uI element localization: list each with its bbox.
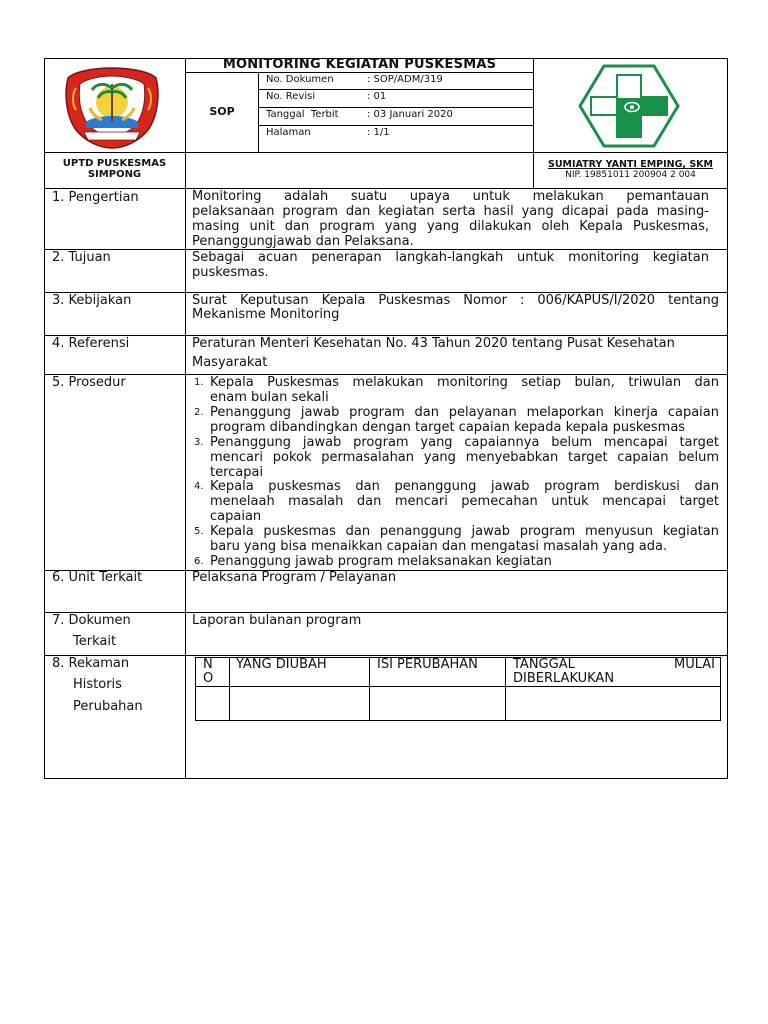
pengertian-line-2: pelaksanaan program dan kegiatan serta hasil yang dicapai pada masing- xyxy=(192,205,709,218)
history-col-line-0 xyxy=(195,657,196,721)
pengertian-line-1: Monitoring adalah suatu upaya untuk melakukan pemantauan xyxy=(192,190,709,203)
row-divider-7 xyxy=(44,612,728,613)
sop-label: SOP xyxy=(209,105,235,118)
prosedur-2-line-1: Penanggung jawab program dan pelayanan melaporkan kinerja capaian xyxy=(210,406,719,419)
prosedur-1-line-2: enam bulan sekali xyxy=(210,390,329,405)
meta-key-tanggal-terbit: Tanggal Terbit xyxy=(266,109,339,120)
kebijakan-line-1: Surat Keputusan Kepala Puskesmas Nomor : 006/KAPUS/I/2020 tentang xyxy=(192,294,719,307)
section-label-kebijakan: 3. Kebijakan xyxy=(52,293,132,308)
document-title: MONITORING KEGIATAN PUSKESMAS xyxy=(222,57,497,72)
meta-key-halaman: Halaman xyxy=(266,127,311,138)
kabupaten-emblem-icon xyxy=(62,64,162,150)
dokumen-terkait-text: Laporan bulanan program xyxy=(192,613,362,628)
meta-divider-2 xyxy=(258,107,533,108)
sop-divider xyxy=(258,72,259,152)
prosedur-4-line-1: Kepala puskesmas dan penanggung jawab program berdiskusi dan xyxy=(210,480,719,493)
history-col-line-4 xyxy=(720,657,721,721)
history-table-header-bottom xyxy=(195,686,721,687)
tujuan-line-2: puskesmas. xyxy=(192,265,269,280)
meta-divider-1 xyxy=(258,89,533,90)
referensi-line-2: Masyarakat xyxy=(192,355,268,370)
meta-value-no-revisi: : 01 xyxy=(367,91,387,102)
prosedur-3-line-3: tercapai xyxy=(210,465,264,480)
history-col-line-3 xyxy=(505,657,506,721)
institution-name-line2: SIMPONG xyxy=(87,169,142,180)
history-header-isi-perubahan: ISI PERUBAHAN xyxy=(377,657,478,672)
section-label-dokumen-line1: 7. Dokumen xyxy=(52,613,131,628)
table-border-bottom xyxy=(44,778,728,779)
meta-divider-3 xyxy=(258,125,533,126)
table-border-header-bottom xyxy=(44,152,728,153)
puskesmas-logo-icon xyxy=(578,64,680,148)
label-column-divider xyxy=(185,58,186,779)
prosedur-num-4: 4. xyxy=(194,481,204,492)
kebijakan-line-2: Mekanisme Monitoring xyxy=(192,307,340,322)
history-col-line-2 xyxy=(369,657,370,721)
prosedur-num-3: 3. xyxy=(194,437,204,448)
section-label-referensi: 4. Referensi xyxy=(52,336,130,351)
referensi-line-1: Peraturan Menteri Kesehatan No. 43 Tahun 2020 tentang Pusat Kesehatan xyxy=(192,336,675,351)
history-header-diberlakukan: DIBERLAKUKAN xyxy=(513,671,615,686)
meta-key-no-revisi: No. Revisi xyxy=(266,91,316,102)
institution-name-line1: UPTD PUSKESMAS xyxy=(62,158,167,169)
section-label-tujuan: 2. Tujuan xyxy=(52,250,111,265)
official-nip: NIP. 19851011 200904 2 004 xyxy=(565,170,696,180)
history-table-bottom xyxy=(195,720,721,721)
section-label-rekaman-line2: Historis xyxy=(73,677,122,692)
prosedur-num-5: 5. xyxy=(194,526,204,537)
pengertian-line-4: Penanggungjawab dan Pelaksana. xyxy=(192,234,414,249)
meta-key-no-dokumen: No. Dokumen xyxy=(266,74,334,85)
prosedur-3-line-1: Penanggung jawab program yang capaiannya belum mencapai target xyxy=(210,436,719,449)
meta-value-no-dokumen: : SOP/ADM/319 xyxy=(367,74,443,85)
row-divider-2 xyxy=(44,249,728,250)
prosedur-5-line-1: Kepala puskesmas dan penanggung jawab program menyusun kegiatan xyxy=(210,525,719,538)
prosedur-num-2: 2. xyxy=(194,407,204,418)
prosedur-4-line-3: capaian xyxy=(210,509,262,524)
section-label-pengertian: 1. Pengertian xyxy=(52,190,139,205)
row-divider-5 xyxy=(44,374,728,375)
row-divider-3 xyxy=(44,292,728,293)
history-header-no-line2: O xyxy=(203,671,214,686)
prosedur-2-line-2: program dibandingkan dengan target capaian kepada kepala puskesmas xyxy=(210,420,686,435)
tujuan-line-1: Sebagai acuan penerapan langkah-langkah untuk monitoring kegiatan xyxy=(192,251,709,264)
prosedur-3-line-2: mencari pokok permasalahan yang menyebabkan target capaian belum xyxy=(210,451,719,464)
section-label-rekaman-line1: 8. Rekaman xyxy=(52,656,130,671)
history-col-line-1 xyxy=(229,657,230,721)
prosedur-5-line-2: baru yang bisa menaikkan capaian dan mengatasi masalah yang ada. xyxy=(210,539,668,554)
meta-value-tanggal-terbit: : 03 Januari 2020 xyxy=(367,109,453,120)
section-label-unit-terkait: 6. Unit Terkait xyxy=(52,570,143,585)
row-divider-1 xyxy=(44,188,728,189)
prosedur-6-line-1: Penanggung jawab program melaksanakan kegiatan xyxy=(210,554,552,569)
prosedur-4-line-2: menelaah masalah dan mencari pemecahan untuk mencapai target xyxy=(210,495,719,508)
pengertian-line-3: masing unit dan program yang yang dilakukan oleh Kepala Puskesmas, xyxy=(192,220,709,233)
prosedur-num-1: 1. xyxy=(194,377,204,388)
row-divider-8 xyxy=(44,655,728,656)
meta-value-halaman: : 1/1 xyxy=(367,127,390,138)
prosedur-1-line-1: Kepala Puskesmas melakukan monitoring setiap bulan, triwulan dan xyxy=(210,376,719,389)
history-header-mulai: MULAI xyxy=(674,657,715,672)
section-label-dokumen-line2: Terkait xyxy=(73,634,117,649)
section-label-rekaman-line3: Perubahan xyxy=(73,699,143,714)
history-header-yang-diubah: YANG DIUBAH xyxy=(236,657,327,672)
section-label-prosedur: 5. Prosedur xyxy=(52,375,126,390)
prosedur-num-6: 6. xyxy=(194,556,204,567)
history-header-no-line1: N xyxy=(203,657,213,672)
table-border-right xyxy=(727,58,728,779)
official-name: SUMIATRY YANTI EMPING, SKM xyxy=(548,159,713,170)
title-underline xyxy=(185,72,533,73)
unit-terkait-text: Pelaksana Program / Pelayanan xyxy=(192,570,397,585)
history-header-tanggal: TANGGAL xyxy=(513,657,575,672)
